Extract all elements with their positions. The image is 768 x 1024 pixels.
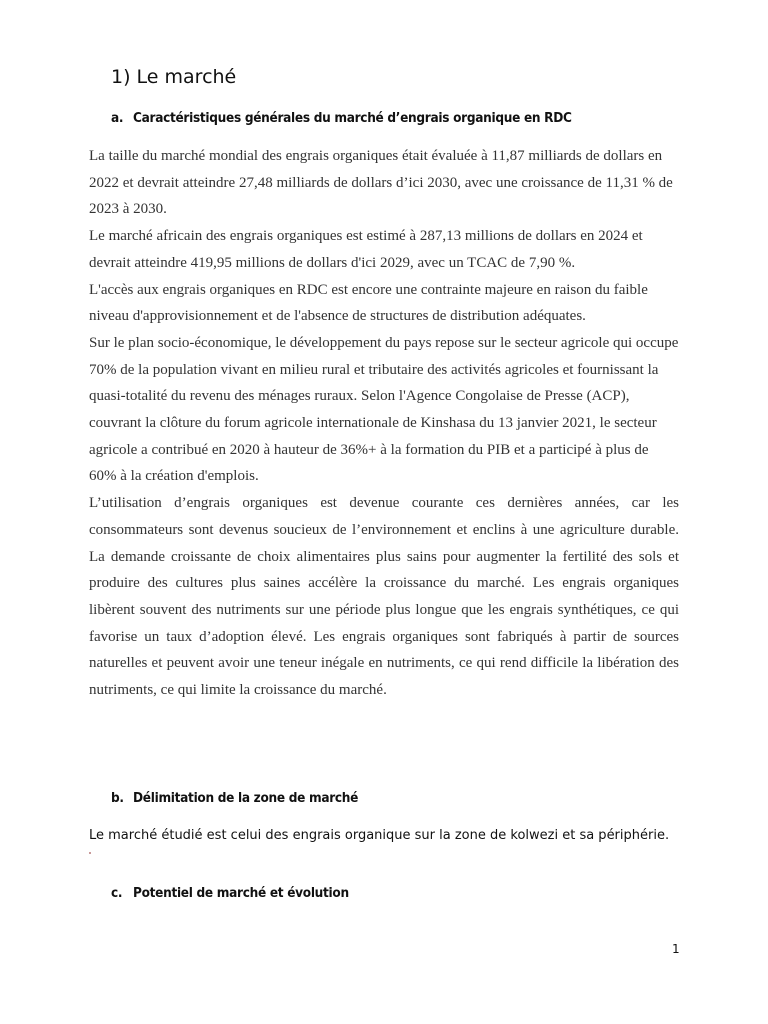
stray-mark: [89, 852, 91, 854]
subsection-c-heading: [111, 885, 349, 901]
paragraph-5: L’utilisation d’engrais organiques est devenue courante ces dernières années, car les consommateurs sont devenus soucieux de l’environnement et enclins à une agriculture durable. La demande croissante de choix alimentaires plus sains pour augmenter la fertilité des sols et produire des cultures plus saines accélère la croissance du marché. Les engrais organiques libèrent souvent des nutriments sur une période plus longue que les engrais synthétiques, ce qui favorise un taux d’adoption élevé. Les engrais organiques sont fabriqués à partir de sources naturelles et peuvent avoir une teneur inégale en nutriments, ce qui rend difficile la libération des nutriments, ce qui limite la croissance du marché.: [89, 495, 679, 699]
subsection-c-marker: c.: [111, 885, 123, 901]
page-number: 1: [672, 942, 680, 956]
paragraph-2: Le marché africain des engrais organiques est estimé à 287,13 millions de dollars en 2024 et devrait atteindre 419,95 millions de dollars d'ici 2029, avec un TCAC de 7,90 %.: [89, 228, 643, 271]
subsection-a-title: Caractéristiques générales du marché d’engrais organique en RDC: [133, 110, 572, 126]
paragraph-1: La taille du marché mondial des engrais organiques était évaluée à 11,87 milliards de dollars en 2022 et devrait atteindre 27,48 milliards de dollars d’ici 2030, avec une croissance de 11,31 % de 2023 à 2030.: [89, 148, 673, 218]
section-title: 1) Le marché: [111, 66, 237, 88]
subsection-b-marker: b.: [111, 790, 124, 806]
subsection-a-heading: [111, 110, 572, 126]
subsection-b-heading: [111, 790, 358, 806]
body-text: [89, 143, 679, 704]
paragraph-4: Sur le plan socio-économique, le développement du pays repose sur le secteur agricole qui occupe 70% de la population vivant en milieu rural et tributaire des activités agricoles et fournissant la quasi-totalité du revenu des ménages ruraux. Selon l'Agence Congolaise de Presse (ACP), couvrant la clôture du forum agricole internationale de Kinshasa du 13 janvier 2021, le secteur agricole a contribué en 2020 à hauteur de 36%+ à la formation du PIB et a participé à plus de 60% à la création d'emplois.: [89, 334, 679, 485]
paragraph-3: L'accès aux engrais organiques en RDC est encore une contrainte majeure en raison du faible niveau d'approvisionnement et de l'absence de structures de distribution adéquates.: [89, 281, 648, 325]
subsection-b-text: Le marché étudié est celui des engrais organique sur la zone de kolwezi et sa périphérie.: [89, 828, 670, 843]
subsection-b-title: Délimitation de la zone de marché: [133, 790, 359, 806]
subsection-a-marker: a.: [111, 110, 124, 126]
subsection-c-title: Potentiel de marché et évolution: [133, 885, 349, 901]
